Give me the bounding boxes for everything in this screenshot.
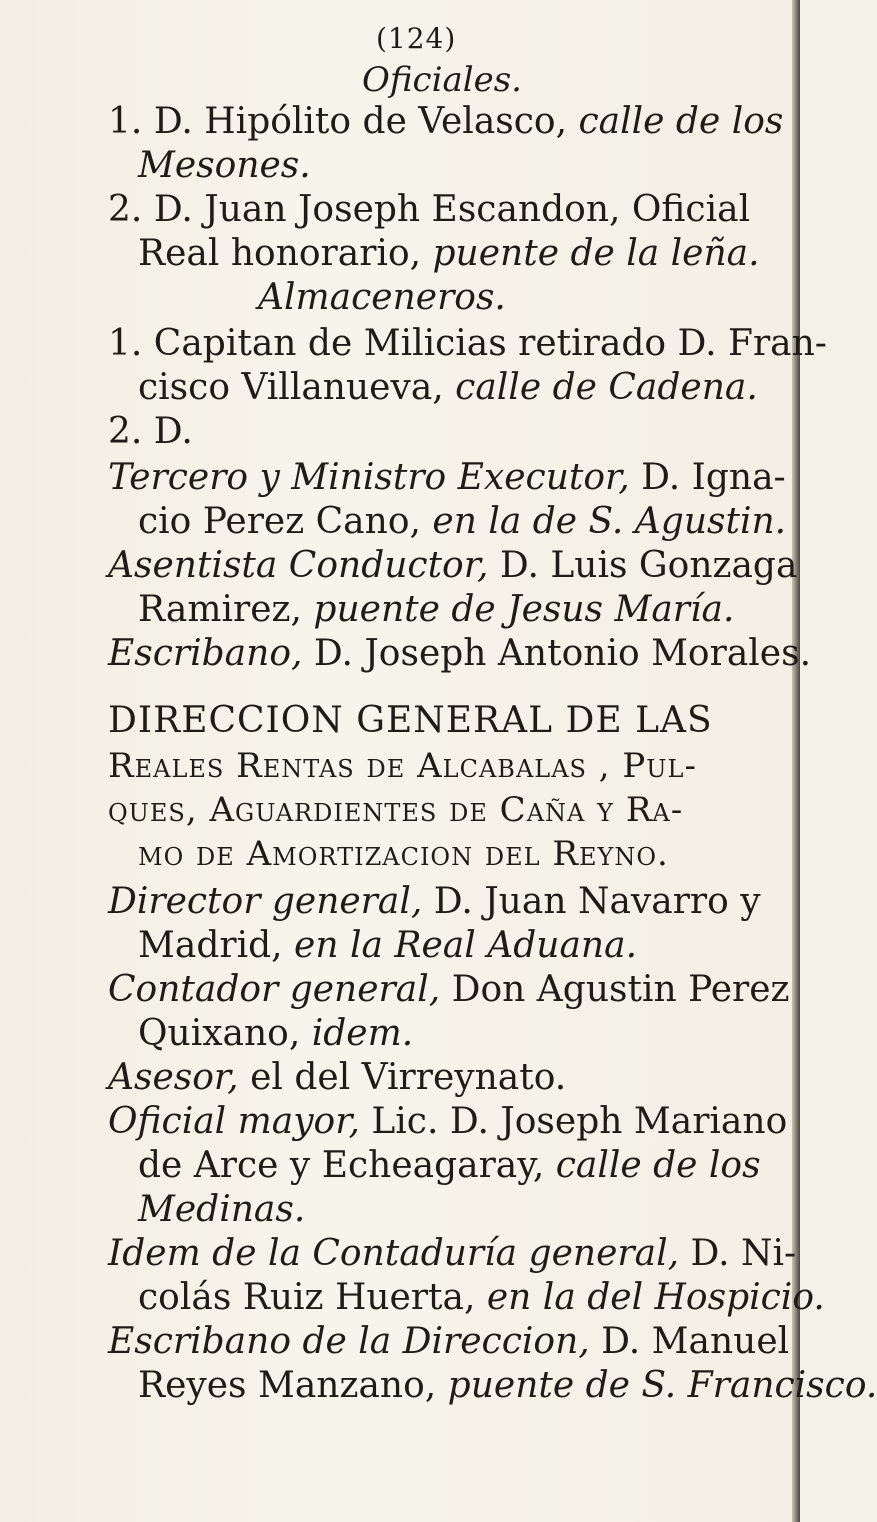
- entry-role: Oficial mayor,: [108, 1101, 360, 1142]
- entry-text: Lic. D. Joseph Mariano: [371, 1101, 788, 1142]
- heading-line: mo de Amortizacion del Reyno.: [138, 834, 669, 874]
- entry-text: cio Perez Cano,: [138, 501, 421, 542]
- entry-cont: [138, 232, 760, 276]
- entry-line: [108, 100, 783, 144]
- entry-line: [108, 1100, 787, 1144]
- entry-role: Tercero y Ministro Executor,: [108, 457, 630, 498]
- entry-cont: [138, 1144, 761, 1188]
- entry-text: D. Manuel: [601, 1321, 790, 1362]
- entry-cont: Mesones.: [138, 145, 311, 186]
- entry-line: 2. D.: [108, 411, 193, 452]
- entry-address: puente de S. Francisco.: [447, 1365, 877, 1406]
- entry-line: [108, 188, 750, 232]
- entry-address: en la del Hospicio.: [486, 1277, 825, 1318]
- entry-line: [108, 880, 761, 924]
- entry-address: calle de los: [555, 1145, 761, 1186]
- entry-text: el del Virreynato.: [250, 1057, 567, 1098]
- entry-role: Contador general,: [108, 969, 441, 1010]
- entry-cont: [138, 500, 786, 544]
- entry-address: calle de los: [578, 101, 784, 142]
- entry-number: 2.: [108, 189, 143, 230]
- heading-line: Reales Rentas de Alcabalas , Pul-: [108, 746, 697, 786]
- entry-text: D. Luis Gonzaga: [499, 545, 798, 586]
- entry-text: Quixano,: [138, 1013, 301, 1054]
- section-title-almaceneros: Almaceneros.: [258, 277, 506, 318]
- entry-text: D. Juan Joseph Escandon, Oficial: [153, 189, 751, 230]
- entry-text: D. Juan Navarro y: [433, 881, 761, 922]
- page-number: (124): [376, 22, 457, 55]
- entry-role: Asesor,: [108, 1057, 239, 1098]
- entry-text: Real honorario,: [138, 233, 422, 274]
- entry-cont: Medinas.: [138, 1189, 306, 1230]
- entry-address: idem.: [311, 1013, 414, 1054]
- entry-cont: [138, 1012, 413, 1056]
- entry-cont: [138, 588, 734, 632]
- entry-cont: [138, 1276, 825, 1320]
- entry-line: [108, 1320, 789, 1364]
- entry-cont: [138, 924, 637, 968]
- entry-address: en la de S. Agustin.: [432, 501, 787, 542]
- entry-role: Escribano de la Direccion,: [108, 1321, 590, 1362]
- entry-line: [108, 1232, 796, 1276]
- entry-text: Reyes Manzano,: [138, 1365, 437, 1406]
- entry-text: de Arce y Echeagaray,: [138, 1145, 545, 1186]
- entry-line: [108, 544, 797, 588]
- entry-line: [108, 968, 790, 1012]
- entry-text: Don Agustin Perez: [451, 969, 790, 1010]
- entry-address: calle de Cadena.: [455, 367, 758, 408]
- entry-role: Escribano,: [108, 633, 303, 674]
- entry-role: Idem de la Contaduría general,: [108, 1233, 680, 1274]
- entry-text: Madrid,: [138, 925, 283, 966]
- section-heading-direccion: DIRECCION GENERAL DE LAS: [108, 700, 713, 741]
- entry-text: D. Ni-: [690, 1233, 797, 1274]
- entry-line: 1. Capitan de Milicias retirado D. Fran-: [108, 323, 827, 364]
- entry-number: 1.: [108, 101, 143, 142]
- entry-text: D. Joseph Antonio Morales.: [313, 633, 812, 674]
- entry-text: colás Ruiz Huerta,: [138, 1277, 476, 1318]
- entry-cont: [138, 366, 758, 410]
- entry-line: [108, 632, 811, 676]
- entry-role: Director general,: [108, 881, 423, 922]
- entry-line: [108, 1056, 566, 1100]
- entry-text: cisco Villanueva,: [138, 367, 444, 408]
- entry-cont: [138, 1364, 877, 1408]
- entry-line: [108, 456, 786, 500]
- section-title-oficiales: Oficiales.: [362, 60, 522, 100]
- entry-text: D. Hipólito de Velasco,: [153, 101, 568, 142]
- entry-address: en la Real Aduana.: [294, 925, 638, 966]
- heading-line: ques, Aguardientes de Caña y Ra-: [108, 790, 684, 830]
- entry-text: D. Igna-: [641, 457, 786, 498]
- entry-address: puente de la leña.: [432, 233, 760, 274]
- entry-text: Ramirez,: [138, 589, 302, 630]
- entry-address: puente de Jesus María.: [313, 589, 735, 630]
- entry-role: Asentista Conductor,: [108, 545, 489, 586]
